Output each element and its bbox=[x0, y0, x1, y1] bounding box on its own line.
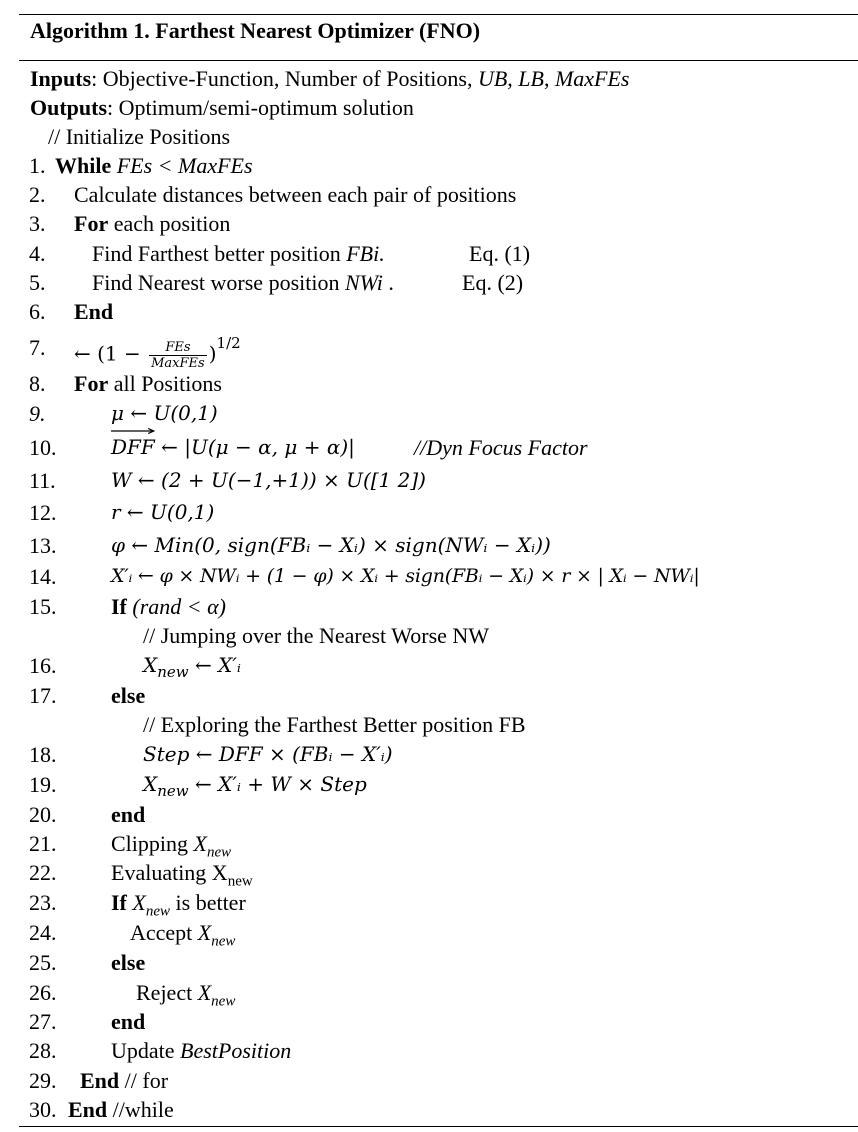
step-number: 27. bbox=[29, 1009, 57, 1034]
step-number: 10. bbox=[29, 435, 57, 460]
expr-pre: ← (1 − bbox=[74, 341, 148, 366]
outputs-text: : Optimum/semi-optimum solution bbox=[107, 95, 414, 120]
step-21 bbox=[0, 829, 858, 861]
step-text: Find Farthest better position bbox=[92, 241, 347, 266]
title-rule bbox=[19, 60, 858, 61]
step-number: 5. bbox=[29, 270, 46, 295]
inputs-label: Inputs bbox=[30, 66, 92, 91]
step-number: 15. bbox=[29, 594, 57, 619]
keyword: If bbox=[111, 594, 127, 619]
fraction-denominator: MaxFEs bbox=[151, 355, 205, 371]
algorithm-title: Algorithm 1. Farthest Nearest Optimizer (FNO) bbox=[30, 18, 481, 43]
vector-arrow-icon bbox=[111, 428, 155, 434]
step-number: 8. bbox=[29, 371, 46, 396]
step-number: 11. bbox=[29, 468, 56, 493]
step-text: each position bbox=[108, 211, 231, 236]
variable-nwi: NWi bbox=[344, 270, 383, 295]
outputs-line bbox=[0, 93, 858, 122]
lhs-var: X bbox=[143, 772, 158, 796]
step-number: 13. bbox=[29, 533, 57, 558]
step-1 bbox=[0, 151, 858, 180]
rhs-expr: ← X′ᵢ bbox=[188, 653, 241, 677]
step-23 bbox=[0, 888, 858, 920]
step-number: 24. bbox=[29, 920, 57, 945]
inputs-lb: LB bbox=[518, 66, 544, 91]
lhs-sub: new bbox=[157, 782, 189, 800]
step-number: 26. bbox=[29, 980, 57, 1005]
vector-dff bbox=[111, 433, 155, 462]
inputs-text: : Objective-Function, Number of Positions, bbox=[91, 66, 478, 91]
step-expression: r ← U(0,1) bbox=[111, 500, 215, 524]
step-9 bbox=[0, 399, 858, 428]
variable-x: X bbox=[132, 890, 146, 915]
step-15 bbox=[0, 592, 858, 621]
step-text: Update bbox=[111, 1038, 181, 1063]
keyword: else bbox=[111, 683, 146, 708]
variable-x: X bbox=[197, 920, 212, 945]
variable-sub: new bbox=[211, 933, 236, 950]
variable-x: X bbox=[193, 831, 207, 856]
outputs-label: Outputs bbox=[30, 95, 108, 120]
inputs-sep1: , bbox=[507, 66, 519, 91]
comment-text: // Exploring the Farthest Better position FB bbox=[143, 712, 526, 737]
step-number: 21. bbox=[29, 831, 57, 856]
keyword: If bbox=[111, 890, 127, 915]
step-number: 30. bbox=[29, 1097, 57, 1122]
top-rule bbox=[19, 14, 858, 15]
condition: FEs < MaxFEs bbox=[116, 153, 253, 178]
variable-sub: new bbox=[227, 873, 253, 890]
step-25 bbox=[0, 948, 858, 977]
step-text: all Positions bbox=[108, 371, 222, 396]
step-number: 25. bbox=[29, 950, 57, 975]
step-expression: X′ᵢ ← φ × NWᵢ + (1 − φ) × Xᵢ + sign(FBᵢ − Xᵢ) × r × | Xᵢ − NWᵢ| bbox=[111, 565, 700, 587]
step-text: is better bbox=[170, 890, 246, 915]
vector-dff-label: DFF bbox=[111, 435, 155, 459]
step-dot: . bbox=[382, 270, 394, 295]
step-number: 22. bbox=[29, 860, 57, 885]
step-expression: W ← (2 + U(−1,+1)) × U([1 2]) bbox=[111, 468, 426, 492]
keyword: For bbox=[74, 211, 109, 236]
step-14 bbox=[0, 562, 858, 591]
keyword: End bbox=[74, 299, 114, 324]
step-number: 17. bbox=[29, 683, 57, 708]
keyword: For bbox=[74, 371, 109, 396]
step-29 bbox=[0, 1066, 858, 1095]
init-comment: // Initialize Positions bbox=[48, 124, 231, 149]
step-expression: Step ← DFF × (FBᵢ − X′ᵢ) bbox=[143, 742, 393, 766]
step-24 bbox=[0, 918, 858, 950]
step-number: 19. bbox=[29, 772, 57, 797]
step-22 bbox=[0, 858, 858, 890]
lhs-var: X bbox=[143, 653, 158, 677]
inputs-sep2: , bbox=[543, 66, 555, 91]
condition: (rand < α) bbox=[126, 594, 226, 619]
step-2 bbox=[0, 180, 858, 209]
step-30 bbox=[0, 1095, 858, 1124]
step-number: 18. bbox=[29, 742, 57, 767]
step-comment: //Dyn Focus Factor bbox=[414, 435, 588, 460]
fraction bbox=[149, 340, 207, 371]
variable-sub: new bbox=[211, 993, 236, 1010]
variable-sub: new bbox=[145, 903, 171, 920]
inputs-maxfes: MaxFEs bbox=[554, 66, 630, 91]
step-8 bbox=[0, 369, 858, 398]
exponent-numerator: 1 bbox=[216, 334, 227, 352]
step-number: 14. bbox=[29, 564, 57, 589]
step-text: Evaluating X bbox=[111, 860, 228, 885]
step-number: 3. bbox=[29, 211, 46, 236]
keyword: While bbox=[55, 153, 112, 178]
keyword: End bbox=[68, 1097, 108, 1122]
inputs-line bbox=[0, 64, 858, 93]
step-27 bbox=[0, 1007, 858, 1036]
exponent-denominator: 2 bbox=[231, 334, 241, 352]
step-number: 28. bbox=[29, 1038, 57, 1063]
step-text: Find Nearest worse position bbox=[92, 270, 345, 295]
step-expression: μ ← U(0,1) bbox=[111, 401, 218, 425]
step-5 bbox=[0, 268, 858, 297]
equation-ref: Eq. (2) bbox=[462, 270, 524, 295]
step-13 bbox=[0, 531, 858, 560]
step-text: Accept bbox=[130, 920, 198, 945]
variable-sub: new bbox=[206, 844, 232, 861]
fraction-numerator: FEs bbox=[149, 340, 207, 356]
keyword: else bbox=[111, 950, 146, 975]
step-number: 16. bbox=[29, 653, 57, 678]
step-17 bbox=[0, 681, 858, 710]
step-4 bbox=[0, 239, 858, 268]
variable-bestposition: BestPosition bbox=[180, 1038, 292, 1063]
step-comment: //while bbox=[107, 1097, 174, 1122]
step-18 bbox=[0, 740, 858, 769]
step-text: Calculate distances between each pair of positions bbox=[74, 182, 517, 207]
step-number: 1. bbox=[29, 153, 46, 178]
step-comment: // for bbox=[119, 1068, 169, 1093]
step-text: Clipping bbox=[111, 831, 194, 856]
step-12 bbox=[0, 498, 858, 527]
step-26 bbox=[0, 978, 858, 1010]
comment-jump bbox=[0, 621, 858, 650]
step-19 bbox=[0, 770, 858, 799]
inputs-ub: UB bbox=[477, 66, 508, 91]
step-28 bbox=[0, 1036, 858, 1065]
comment-text: // Jumping over the Nearest Worse NW bbox=[143, 623, 490, 648]
rhs-expr: ← X′ᵢ + W × Step bbox=[188, 772, 367, 796]
step-number: 6. bbox=[29, 299, 46, 324]
step-11 bbox=[0, 466, 858, 495]
step-number: 9. bbox=[29, 401, 46, 426]
lhs-sub: new bbox=[157, 663, 189, 681]
step-text: Reject bbox=[136, 980, 198, 1005]
step-6 bbox=[0, 297, 858, 326]
step-expression: φ ← Min(0, sign(FBᵢ − Xᵢ) × sign(NWᵢ − Xᵢ)) bbox=[111, 533, 551, 557]
variable-fbi: FBi. bbox=[346, 241, 385, 266]
step-number: 29. bbox=[29, 1068, 57, 1093]
step-number: 4. bbox=[29, 241, 46, 266]
variable-x: X bbox=[197, 980, 212, 1005]
keyword: End bbox=[80, 1068, 120, 1093]
step-7: 7. ← (1 − $\frac{\text{FEs}}{\text{MaxFEs}}$ )$^{1/2}$ bbox=[29, 334, 241, 371]
keyword: end bbox=[111, 802, 146, 827]
bottom-rule bbox=[19, 1126, 858, 1127]
step-16 bbox=[0, 651, 858, 680]
step-number: 2. bbox=[29, 182, 46, 207]
step-3 bbox=[0, 209, 858, 238]
step-number: 7. bbox=[29, 335, 46, 360]
step-10 bbox=[0, 433, 858, 462]
keyword: end bbox=[111, 1009, 146, 1034]
step-number: 12. bbox=[29, 500, 57, 525]
step-number: 20. bbox=[29, 802, 57, 827]
expr-post: ) bbox=[208, 341, 217, 366]
init-comment-line bbox=[0, 122, 858, 151]
step-expression: ← |U(μ − α, μ + α)| bbox=[154, 435, 355, 459]
comment-explore bbox=[0, 710, 858, 739]
step-20 bbox=[0, 800, 858, 829]
step-number: 23. bbox=[29, 890, 57, 915]
equation-ref: Eq. (1) bbox=[469, 241, 531, 266]
